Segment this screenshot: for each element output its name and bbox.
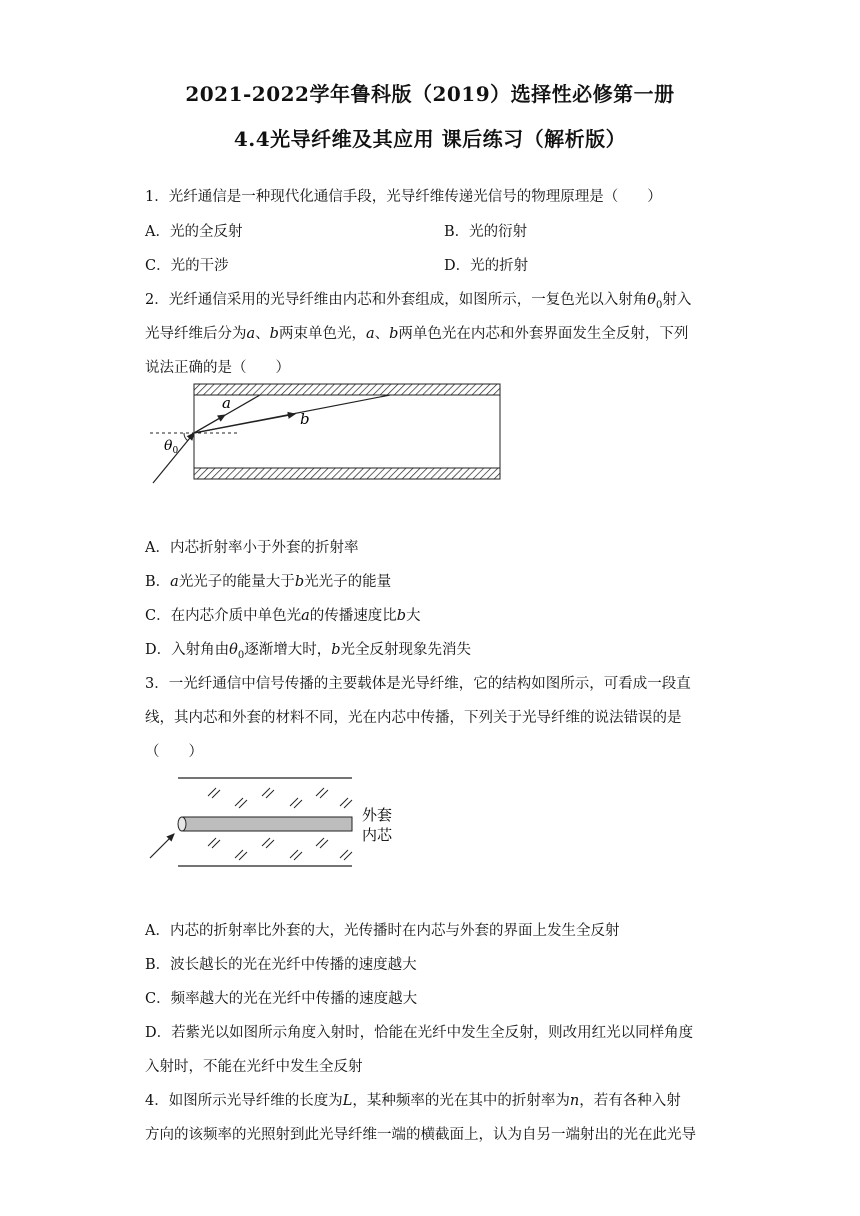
inner-core xyxy=(182,817,352,831)
q2-stem-line2: 光导纤维后分为a、b两束单色光，a、b两单色光在内芯和外套界面发生全反射，下列 xyxy=(145,326,689,342)
cladding-marks-top xyxy=(208,788,352,808)
q3-option-d-line2: 入射时，不能在光纤中发生全反射 xyxy=(145,1059,363,1075)
q1-stem: 1．光纤通信是一种现代化通信手段，光导纤维传递光信号的物理原理是（ ） xyxy=(145,189,662,205)
q2-option-d: D．入射角由$\theta_0$逐渐增大时，b光全反射现象先消失 xyxy=(145,642,472,661)
q3-stem-line1: 3．一光纤通信中信号传播的主要载体是光导纤维，它的结构如图所示，可看成一段直 xyxy=(145,676,691,692)
q3-option-b: B．波长越长的光在光纤中传播的速度越大 xyxy=(145,957,417,973)
q2-stem-line1: 2．光纤通信采用的光导纤维由内芯和外套组成，如图所示，一复色光以入射角$\theta_0$射入 xyxy=(145,292,692,311)
cladding-marks-bottom xyxy=(208,838,352,860)
outer-cladding-bottom xyxy=(194,468,500,479)
label-inner-core: 内芯 xyxy=(362,826,393,844)
q4-stem-line1: 4．如图所示光导纤维的长度为L，某种频率的光在其中的折射率为n，若有各种入射 xyxy=(145,1093,681,1109)
inner-core-end xyxy=(178,817,186,831)
ray-b-arrow xyxy=(194,414,295,433)
q2-option-c: C．在内芯介质中单色光a的传播速度比b大 xyxy=(145,608,421,624)
q3-option-c: C．频率越大的光在光纤中传播的速度越大 xyxy=(145,991,418,1007)
q3-option-d-line1: D．若紫光以如图所示角度入射时，恰能在光纤中发生全反射，则改用红光以同样角度 xyxy=(145,1025,694,1041)
q2-stem-line3: 说法正确的是（ ） xyxy=(145,360,290,376)
label-b: b xyxy=(300,410,310,428)
q3-stem-line3: （ ） xyxy=(145,744,203,760)
q2-fiber-diagram xyxy=(140,380,510,490)
q3-stem-line2: 线，其内芯和外套的材料不同，光在内芯中传播，下列关于光导纤维的说法错误的是 xyxy=(145,710,682,726)
label-theta: $\theta_0$ xyxy=(164,438,179,456)
outer-cladding-top xyxy=(194,384,500,395)
label-outer-cladding: 外套 xyxy=(362,806,393,824)
document-title-line2: 4.4光导纤维及其应用 课后练习（解析版） xyxy=(233,127,627,151)
angle-arc xyxy=(184,433,188,441)
q2-option-a: A．内芯折射率小于外套的折射率 xyxy=(145,540,359,556)
q1-option-a: A．光的全反射 xyxy=(145,224,243,240)
label-a: a xyxy=(222,394,231,412)
q3-option-a: A．内芯的折射率比外套的大，光传播时在内芯与外套的界面上发生全反射 xyxy=(145,923,620,939)
q4-stem-line2: 方向的该频率的光照射到此光导纤维一端的横截面上，认为自另一端射出的光在此光导 xyxy=(145,1127,696,1143)
q1-option-d: D．光的折射 xyxy=(444,258,529,274)
document-title-line1: 2021-2022学年鲁科版（2019）选择性必修第一册 xyxy=(185,82,675,106)
q1-option-c: C．光的干涉 xyxy=(145,258,229,274)
q2-option-b: B．a光光子的能量大于b光光子的能量 xyxy=(145,574,392,590)
q3-fiber-structure-diagram xyxy=(140,770,410,870)
q1-option-b: B．光的衍射 xyxy=(444,224,528,240)
incident-ray-q3 xyxy=(150,834,174,858)
